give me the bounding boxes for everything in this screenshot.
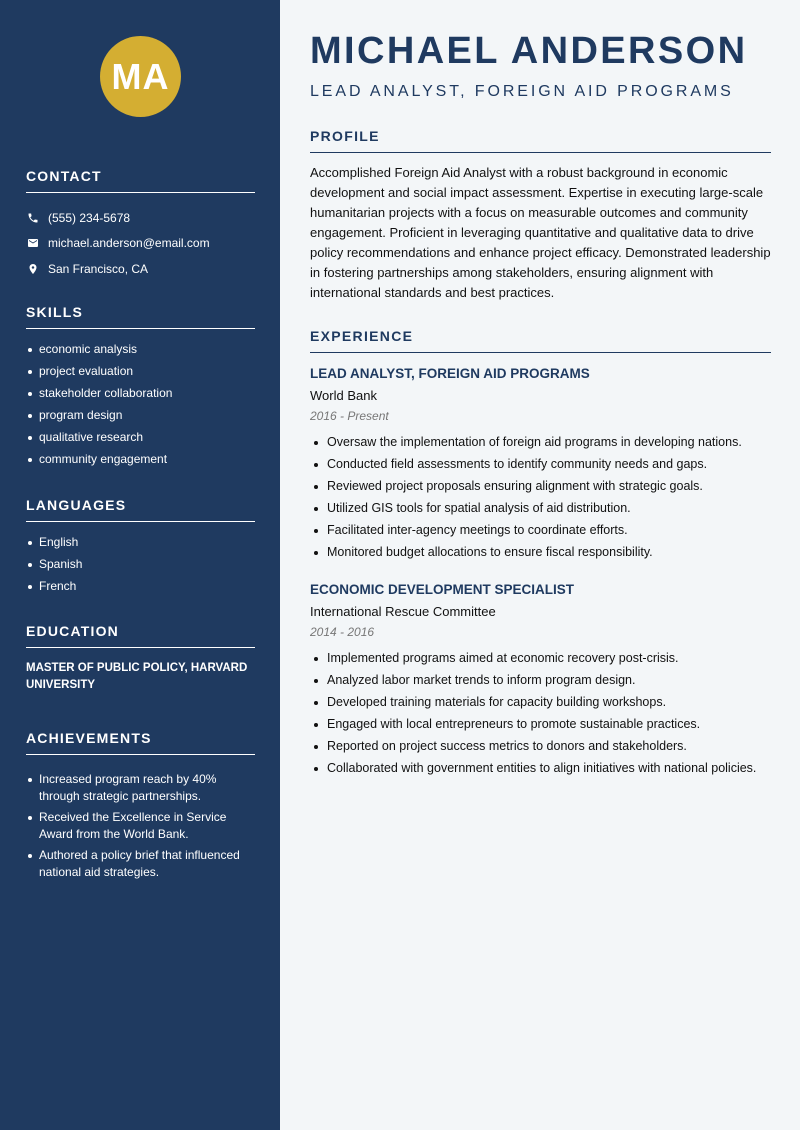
languages-list: [26, 534, 255, 600]
achievements-list: [26, 771, 255, 881]
skill-item: economic analysis: [26, 341, 255, 363]
job-bullet: Reported on project success metrics to donors and stakeholders.: [310, 738, 771, 760]
job-title: LEAD ANALYST, FOREIGN AID PROGRAMS: [310, 366, 590, 381]
email-icon: [26, 237, 39, 250]
job-bullet: Utilized GIS tools for spatial analysis of aid distribution.: [310, 500, 771, 522]
candidate-title: LEAD ANALYST, FOREIGN AID PROGRAMS: [310, 83, 734, 100]
achievements-heading: ACHIEVEMENTS: [26, 730, 255, 755]
job-bullet: Reviewed project proposals ensuring alignment with strategic goals.: [310, 478, 771, 500]
experience-heading: EXPERIENCE: [310, 328, 771, 353]
job-bullet: Engaged with local entrepreneurs to promote sustainable practices.: [310, 716, 771, 738]
job-bullet: Collaborated with government entities to align initiatives with national policies.: [310, 760, 771, 782]
education-heading: EDUCATION: [26, 623, 255, 648]
job-bullet: Conducted field assessments to identify community needs and gaps.: [310, 456, 771, 478]
job-dates: 2014 - 2016: [310, 625, 375, 639]
achievement-item: Received the Excellence in Service Award from the World Bank.: [26, 809, 255, 843]
profile-text: Accomplished Foreign Aid Analyst with a robust background in economic development and social impact assessment. Expertise in executing large-scale humanitarian projects with a focus on measurable outcomes and community engagement. Proficient in leveraging quantitative and qualitative data to drive policy recommendations and enhance project efficacy. Demonstrated leadership in fostering partnerships among stakeholders, ensuring alignment with international standards and best practices.: [310, 165, 771, 300]
skill-item: qualitative research: [26, 429, 255, 451]
job-bullet: Analyzed labor market trends to inform program design.: [310, 672, 771, 694]
job-entry: [310, 582, 771, 782]
language-item: Spanish: [26, 556, 255, 578]
job-bullets: [310, 434, 771, 566]
languages-heading: LANGUAGES: [26, 497, 255, 522]
candidate-name: MICHAEL ANDERSON: [310, 30, 748, 72]
languages-section: [26, 497, 255, 600]
job-bullet: Facilitated inter-agency meetings to coordinate efforts.: [310, 522, 771, 544]
contact-email-text: michael.anderson@email.com: [48, 236, 210, 251]
avatar: MA: [100, 36, 181, 117]
job-company: International Rescue Committee: [310, 604, 496, 619]
job-bullet: Monitored budget allocations to ensure fiscal responsibility.: [310, 544, 771, 566]
job-bullets: [310, 650, 771, 782]
language-item: French: [26, 578, 255, 600]
job-company: World Bank: [310, 388, 377, 403]
skills-heading: SKILLS: [26, 304, 255, 329]
job-bullet: Developed training materials for capacity building workshops.: [310, 694, 771, 716]
phone-icon: [26, 211, 39, 224]
education-degree: MASTER OF PUBLIC POLICY, HARVARD UNIVERSITY: [26, 662, 248, 691]
contact-heading: CONTACT: [26, 168, 255, 193]
contact-email[interactable]: [26, 231, 255, 257]
job-bullet: Implemented programs aimed at economic recovery post-crisis.: [310, 650, 771, 672]
job-bullet: Oversaw the implementation of foreign aid programs in developing nations.: [310, 434, 771, 456]
contact-section: [26, 168, 255, 282]
job-entry: [310, 366, 771, 566]
job-dates: 2016 - Present: [310, 409, 389, 423]
skills-section: [26, 304, 255, 473]
skill-item: stakeholder collaboration: [26, 385, 255, 407]
contact-location-text: San Francisco, CA: [48, 261, 149, 276]
education-section: [26, 623, 255, 694]
achievement-item: Authored a policy brief that influenced national aid strategies.: [26, 847, 255, 881]
sidebar: [0, 0, 280, 1130]
location-pin-icon: [26, 262, 39, 275]
skill-item: community engagement: [26, 451, 255, 473]
contact-location: [26, 256, 255, 282]
achievement-item: Increased program reach by 40% through strategic partnerships.: [26, 771, 255, 805]
profile-heading: PROFILE: [310, 128, 771, 153]
skill-item: program design: [26, 407, 255, 429]
language-item: English: [26, 534, 255, 556]
achievements-section: [26, 730, 255, 885]
job-title: ECONOMIC DEVELOPMENT SPECIALIST: [310, 582, 575, 597]
contact-phone[interactable]: [26, 205, 255, 231]
skills-list: [26, 341, 255, 473]
contact-phone-text: (555) 234-5678: [48, 210, 131, 225]
skill-item: project evaluation: [26, 363, 255, 385]
